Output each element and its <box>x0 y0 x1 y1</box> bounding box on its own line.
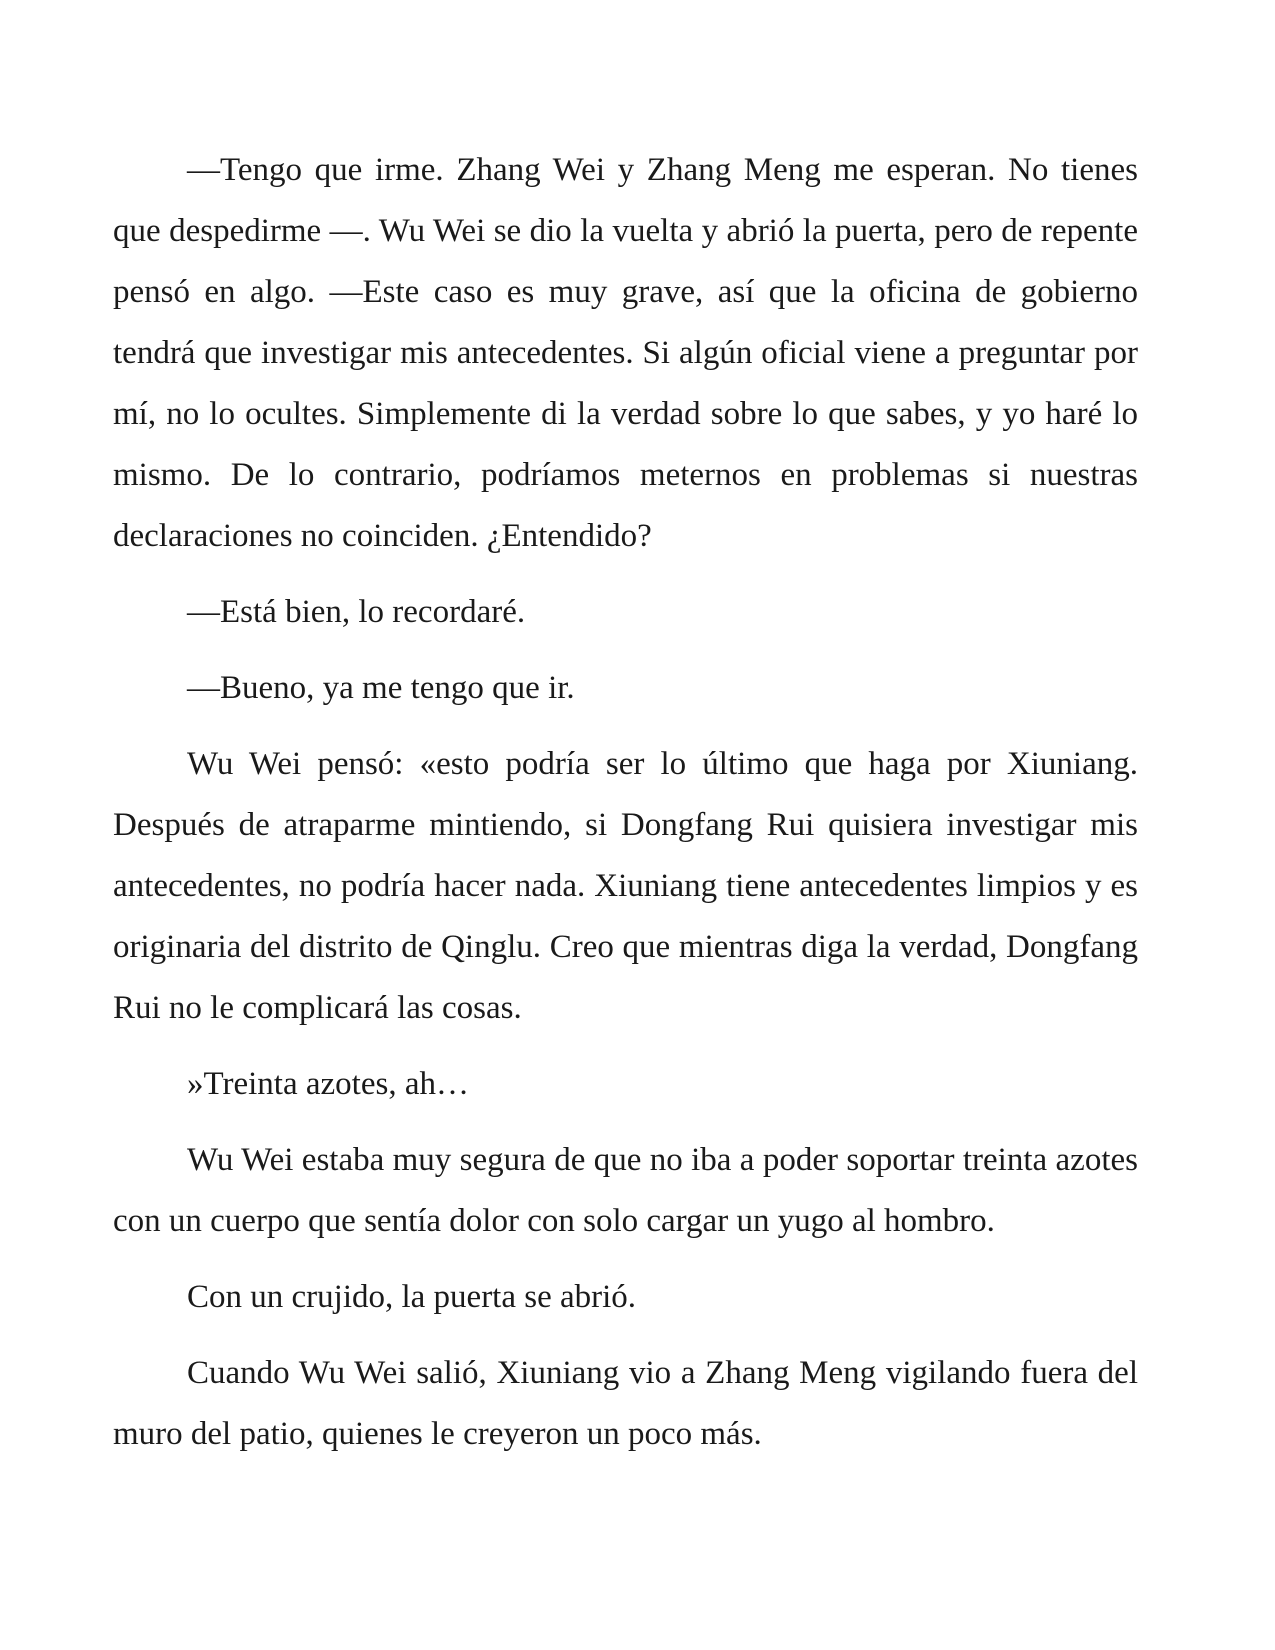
paragraph: Wu Wei estaba muy segura de que no iba a poder soportar treinta azotes con un cuerpo que sentía dolor con solo cargar un yugo al hombro. <box>113 1142 1138 1239</box>
paragraph: —Bueno, ya me tengo que ir. <box>187 670 575 706</box>
document-page <box>113 140 1138 1480</box>
paragraph: Wu Wei pensó: «esto podría ser lo último que haga por Xiuniang. Después de atraparme mintiendo, si Dongfang Rui quisiera investigar mis antecedentes, no podría hacer nada. Xiuniang tiene antecedentes limpios y es originaria del distrito de Qinglu. Creo que mientras diga la verdad, Dongfang Rui no le complicará las cosas. <box>113 746 1138 1026</box>
paragraph: Con un crujido, la puerta se abrió. <box>187 1279 637 1315</box>
paragraph: Cuando Wu Wei salió, Xiuniang vio a Zhang Meng vigilando fuera del muro del patio, quienes le creyeron un poco más. <box>113 1355 1138 1452</box>
paragraph: —Está bien, lo recordaré. <box>187 594 526 630</box>
paragraph: »Treinta azotes, ah… <box>187 1066 469 1102</box>
paragraph: —Tengo que irme. Zhang Wei y Zhang Meng me esperan. No tienes que despedirme —. Wu Wei se dio la vuelta y abrió la puerta, pero de repente pensó en algo. —Este caso es muy grave, así que la oficina de gobierno tendrá que investigar mis antecedentes. Si algún oficial viene a preguntar por mí, no lo ocultes. Simplemente di la verdad sobre lo que sabes, y yo haré lo mismo. De lo contrario, podríamos meternos en problemas si nuestras declaraciones no coinciden. ¿Entendido? <box>113 152 1138 554</box>
